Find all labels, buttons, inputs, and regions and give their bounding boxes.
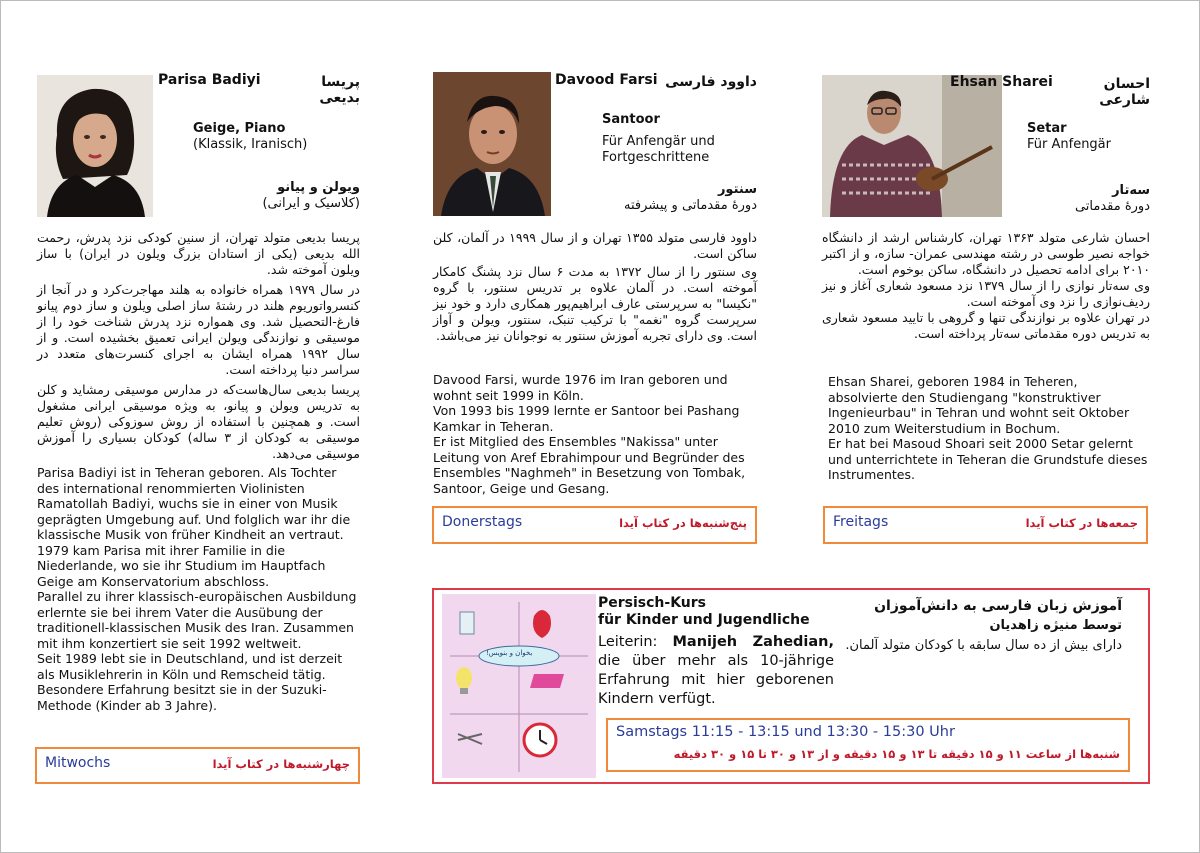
bio-fa-paragraph: در سال ۱۹۷۹ همراه خانواده به هلند مهاجرت‌کرد و در آنجا از کنسرواتوریوم هلند در رشتهٔ ساز اصلی ویلون و ساز دوم پیانو فارغ-التحصیل شد. وی همواره نزد پدرش شناخت خود را از موسیقی و نوازندگی ویولن ایرانی تعمیق بخشیده است. و از سال ۱۹۹۲ همراه ایشان به اجرای کنسرت‌های متعدد در سراسر دنیا پرداخته است. (37, 282, 360, 377)
name-en-davood: Davood Farsi (555, 72, 658, 88)
instrument-label: ویولن و پیانو (277, 180, 360, 195)
bio-fa-ehsan (822, 230, 1150, 342)
bio-de-paragraph: Parisa Badiyi ist in Teheran geboren. Als Tochter des international renommierten Violinisten Ramatollah Badiyi, wuchs sie in einer von Musik geprägten Umgebung auf. Und folglich war ihr die klassische Musik von früher Kindheit an vertraut. (37, 465, 351, 542)
name-en-ehsan: Ehsan Sharei (950, 74, 1053, 90)
course-leader-fa: توسط منیژه زاهدیان (989, 618, 1122, 633)
bio-de-parisa (37, 465, 360, 713)
bio-de-paragraph: 1979 kam Parisa mit ihrer Familie in die Niederlande, wo sie ihr Studium im Hauptfach Geige am Konservatorium abschloss. (37, 542, 326, 589)
bio-de-davood (433, 372, 757, 496)
instrument-fa-parisa (200, 180, 360, 212)
instrument-de-parisa (193, 121, 307, 153)
style-label: (Klassik, Iranisch) (193, 137, 308, 152)
bio-fa-paragraph: پریسا بدیعی سال‌هاست‌که در مدارس موسیقی رمشاید و کلن به تدریس ویولن و پیانو، به ویژه موسیقی ایرانی مشغول است. و همچنین با استفاده از روش سوزوکی (روش تعلیم موسیقی به کودکان از ۳ ساله) کودکان بسیاری را آموزش موسیقی می‌دهد. (37, 382, 360, 461)
course-title-line-1: Persisch-Kurs (598, 595, 707, 611)
day-de-label: Freitags (833, 514, 889, 530)
course-description: die über mehr als 10-jährige Erfahrung mit hier geborenen Kindern verfügt. (598, 653, 834, 707)
course-time-de: Samstags 11:15 - 13:15 und 13:30 - 15:30 Uhr (616, 724, 955, 740)
course-desc-de (598, 633, 834, 709)
day-fa-label: جمعه‌ها در کتاب آیدا (1025, 516, 1138, 530)
bio-fa-paragraph: وی سنتور را از سال ۱۳۷۲ به مدت ۶ سال نزد پشنگ کامکار آموخته است. در آلمان علاوه بر تدریس سنتور، با گروه "نکیسا" به سرپرستی عارف ابراهیم‌پور همکاری دارد و خود نیز سرپرست گروه "نغمه" با ترکیب تنبک، سنتور، ویولن و آواز است. وی دارای تجربه آموزش سنتور به نوجوانان نیز می‌باشد. (433, 264, 757, 343)
photo-ehsan (822, 75, 1002, 217)
day-de-label: Donerstags (442, 514, 523, 530)
instrument-de-ehsan (1027, 121, 1111, 153)
day-fa-label: چهارشنبه‌ها در کتاب آیدا (212, 757, 350, 771)
course-illustration (442, 594, 596, 778)
bio-fa-paragraph: پریسا بدیعی متولد تهران، از سنین کودکی نزد پدرش، رحمت الله بدیعی (یکی از استادان بزرگ ویلون در ایران) با ساز ویلون آموخته شد. (37, 230, 360, 277)
bio-fa-paragraph: احسان شارعی متولد ۱۳۶۳ تهران، کارشناس ارشد از دانشگاه خواجه نصیر طوسی در رشته مهندسی عمران- سازه، و از اکتبر ۲۰۱۰ برای ادامه تحصیل در دانشگاه، ساکن بوخوم است. (822, 230, 1150, 277)
name-en-parisa: Parisa Badiyi (158, 72, 261, 88)
bio-de-paragraph: Davood Farsi, wurde 1976 im Iran geboren und wohnt seit 1999 in Köln. (433, 372, 728, 403)
leader-prefix: Leiterin: (598, 634, 658, 650)
course-time-fa: شنبه‌ها از ساعت ۱۱ و ۱۵ دقیقه تا ۱۳ و ۱۵ دقیقه و از ۱۳ و ۳۰ تا ۱۵ و ۳۰ دقیقه (673, 747, 1120, 761)
style-label: (کلاسیک و ایرانی) (262, 196, 360, 211)
bio-fa-parisa (37, 230, 360, 462)
bio-fa-paragraph: داوود فارسی متولد ۱۳۵۵ تهران و از سال ۱۹۹۹ در آلمان، کلن ساکن است. (433, 230, 757, 261)
instrument-label: سنتور (717, 182, 757, 197)
bio-de-paragraph: Ehsan Sharei, geboren 1984 in Teheren, absolvierte den Studiengang "konstruktiver Ingenieurbau" in Tehran und wohnt seit Oktober 2010 zum Weiterstudium in Bochum. (828, 374, 1130, 436)
course-box (432, 588, 1150, 784)
course-fa-block (832, 596, 1122, 656)
bio-de-paragraph: Er hat bei Masoud Shoari seit 2000 Setar gelernt und unterrichtete in Teheran die Grundstufe dieses Instrumentes. (828, 436, 1148, 482)
instrument-label: Geige, Piano (193, 121, 286, 136)
course-schedule-box (606, 718, 1130, 772)
photo-parisa (37, 75, 153, 217)
course-desc-fa: دارای بیش از ده سال سابقه با کودکان متولد آلمان. (845, 638, 1122, 653)
photo-davood (433, 72, 551, 216)
instrument-label: سه‌تار (1112, 183, 1150, 198)
day-fa-label: پنج‌شنبه‌ها در کتاب آیدا (619, 516, 747, 530)
leader-name: Manijeh Zahedian, (672, 634, 835, 650)
instrument-label: Setar (1027, 121, 1067, 136)
course-title-line-2: für Kinder und Jugendliche (598, 612, 810, 628)
style-label: Für Anfengär und Fortgeschrittene (602, 134, 715, 165)
name-fa-parisa: پریسا بدیعی (319, 74, 360, 106)
schedule-box-parisa (35, 747, 360, 784)
bio-de-paragraph: Seit 1989 lebt sie in Deutschland, und ist derzeit als Musiklehrerin in Köln und Remscheid tätig. (37, 651, 343, 682)
bio-fa-paragraph: وی سه‌تار نوازی را از سال ۱۳۷۹ نزد مسعود شعاری آغاز و نیز ردیف‌نوازی را نزد وی آموخته است. (822, 278, 1150, 309)
name-fa-davood: داوود فارسی (665, 74, 757, 90)
day-de-label: Mitwochs (45, 755, 111, 771)
instrument-label: Santoor (602, 112, 660, 127)
illustration-label: بخوان و بنویس! (486, 649, 533, 657)
bio-fa-paragraph: در تهران علاوه بر نوازندگی تنها و گروهی با تایید مسعود شعاری به تدریس دوره مقدماتی سه‌تار پرداخته است. (822, 310, 1150, 341)
bio-de-paragraph: Parallel zu ihrer klassisch-europäischen Ausbildung erlernte sie bei ihrem Vater die Ausübung der traditionell-klassischen Musik des Iran. Zusammen mit ihm konzertiert sie seit 1992 weltweit. (37, 589, 357, 651)
course-title-de (598, 595, 810, 629)
style-label: Für Anfengär (1027, 137, 1111, 152)
instrument-de-davood (602, 112, 752, 166)
bio-de-paragraph: Er ist Mitglied des Ensembles "Nakissa" unter Leitung von Aref Ebrahimpour und Begründer des Ensembles "Naghmeh" in Besetzung von Tombak, Santoor, Geige und Gesang. (433, 434, 746, 496)
instrument-fa-ehsan (1000, 183, 1150, 215)
course-title-fa: آموزش زبان فارسی به دانش‌آموزان (874, 598, 1122, 614)
bio-fa-davood (433, 230, 757, 344)
style-label: دورهٔ مقدماتی و پیشرفته (624, 198, 757, 213)
bio-de-ehsan (828, 374, 1150, 483)
style-label: دورهٔ مقدماتی (1074, 199, 1150, 214)
schedule-box-ehsan (823, 506, 1148, 544)
name-fa-ehsan: احسان شارعی (1099, 76, 1150, 108)
bio-de-paragraph: Von 1993 bis 1999 lernte er Santoor bei Pashang Kamkar in Teheran. (433, 403, 740, 434)
bio-de-paragraph: Besondere Erfahrung besitzt sie in der Suzuki-Methode (Kinder ab 3 Jahre). (37, 682, 327, 713)
instrument-fa-davood (600, 182, 757, 214)
schedule-box-davood (432, 506, 757, 544)
